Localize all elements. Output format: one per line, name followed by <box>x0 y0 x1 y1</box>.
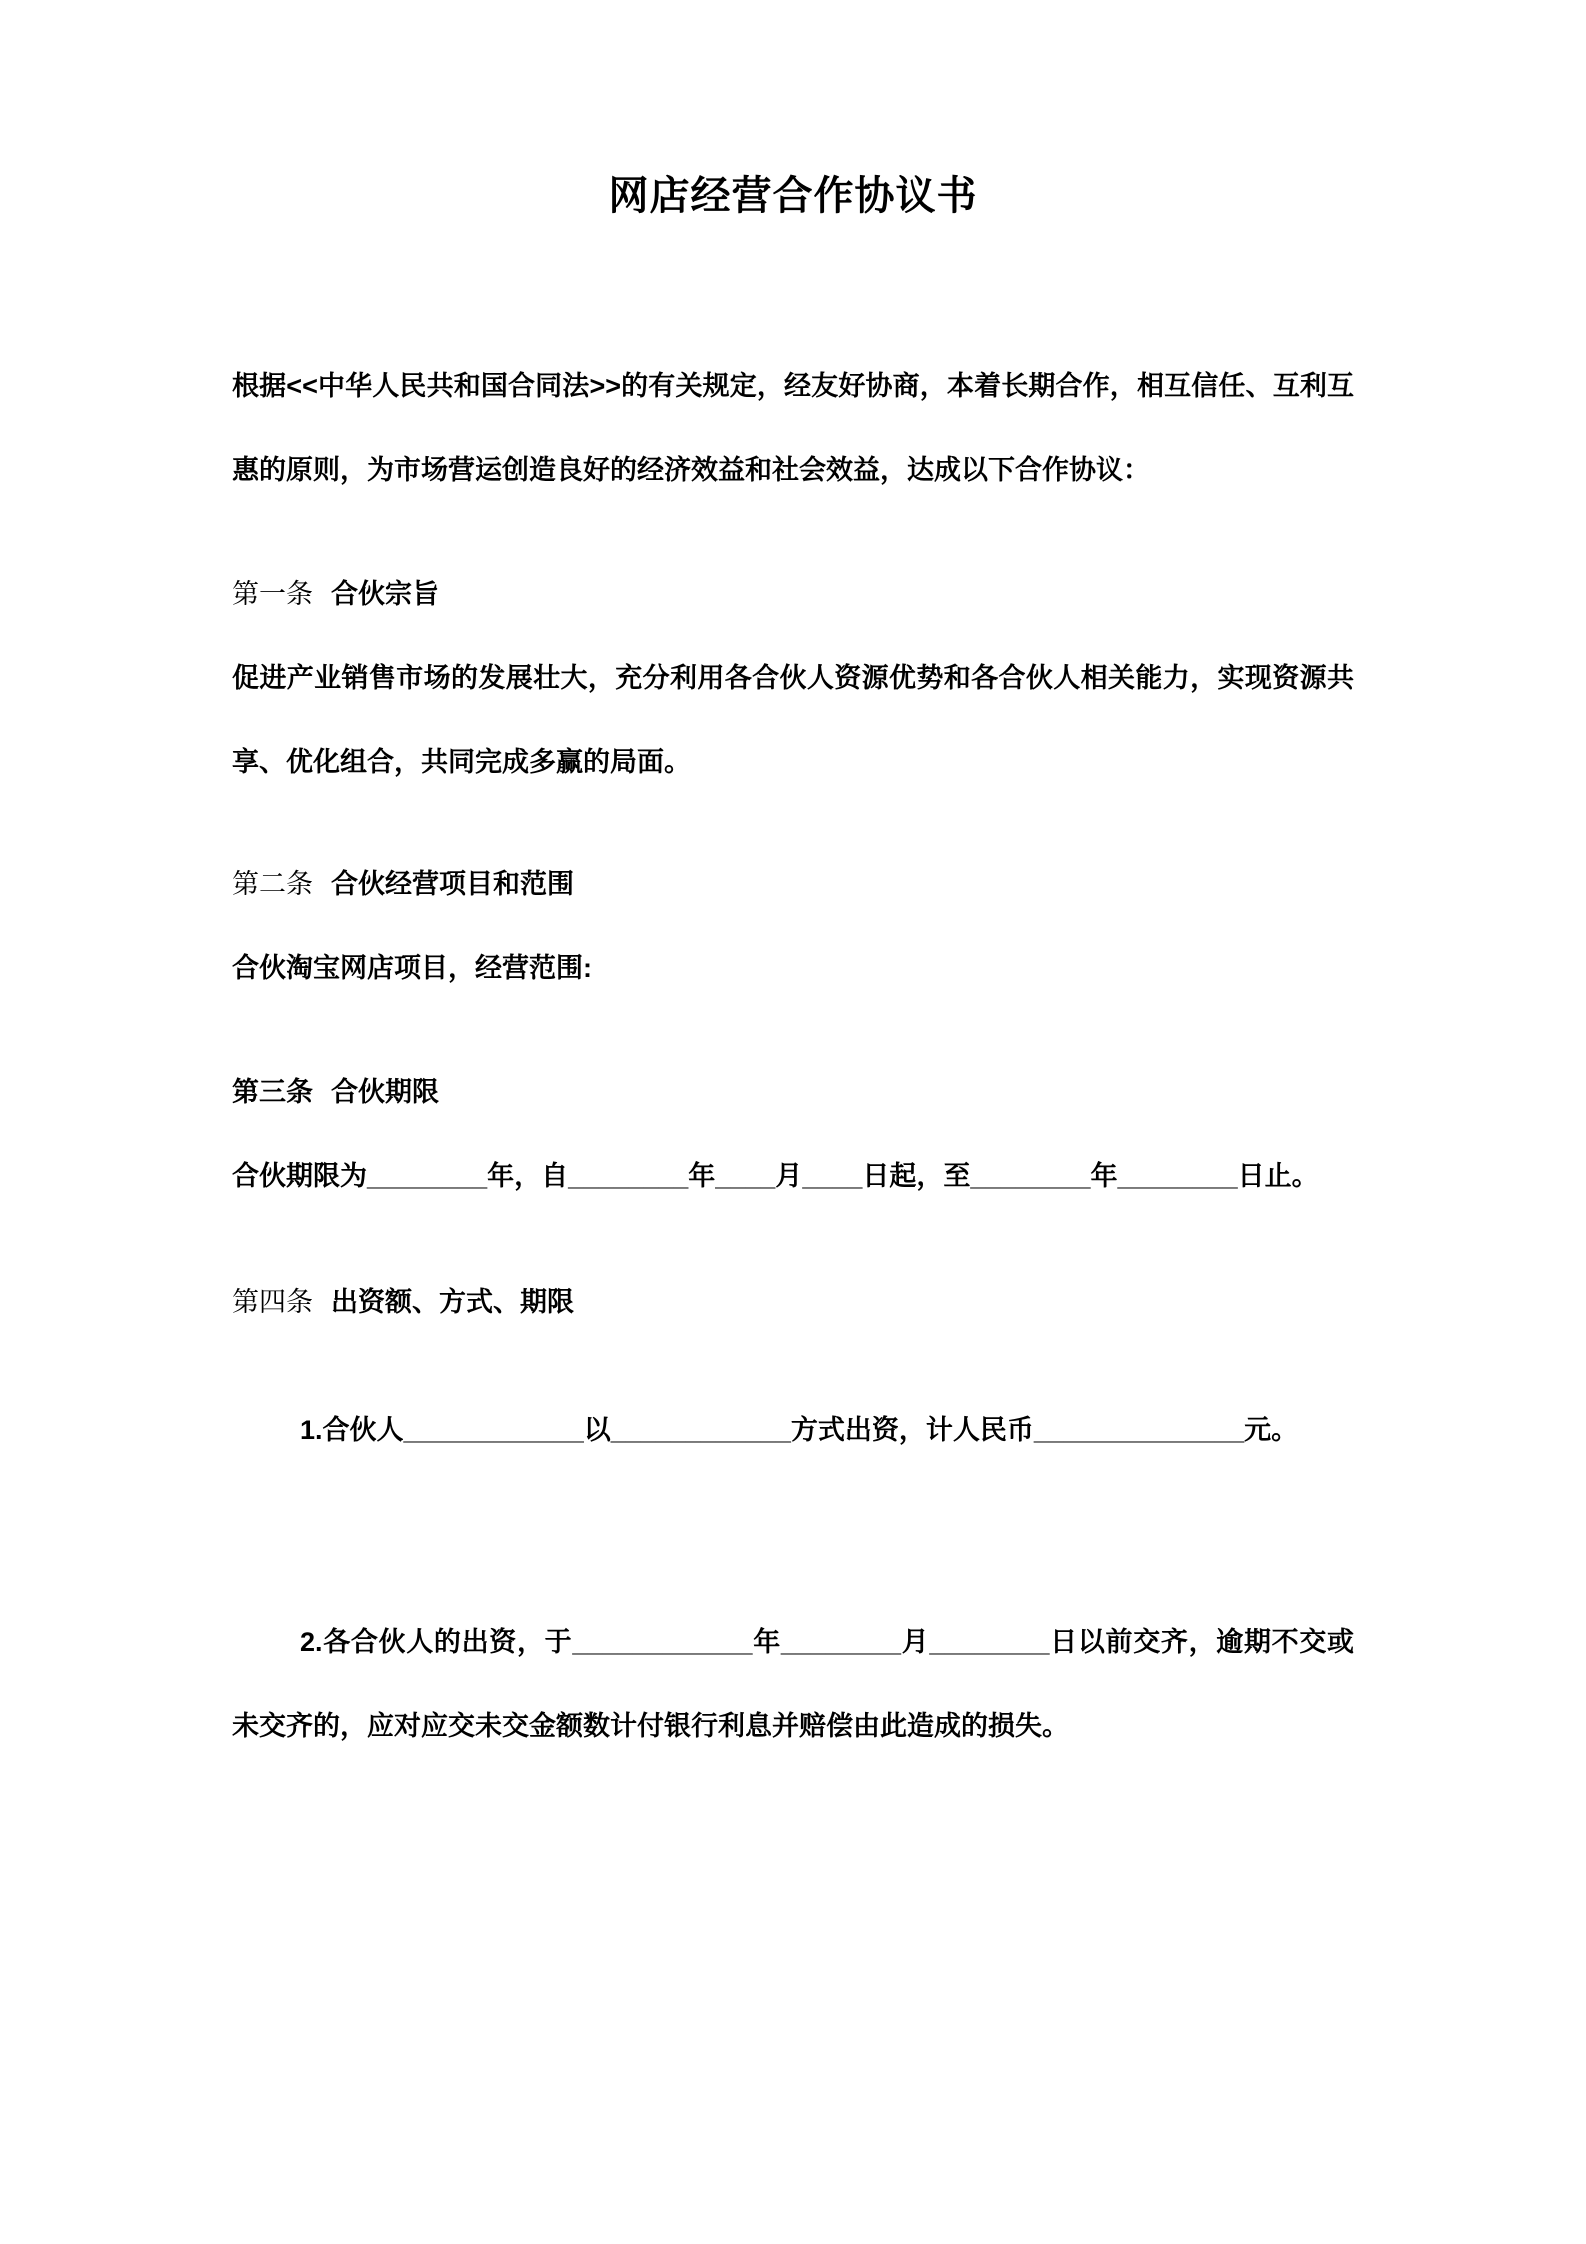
section-partnership-purpose <box>232 552 1354 804</box>
section-number: 第一条 <box>232 579 313 609</box>
section-partnership-term <box>232 1050 1354 1218</box>
intro-paragraph: 根据<<中华人民共和国合同法>>的有关规定，经友好协商，本着长期合作，相互信任、互利互惠的原则，为市场营运创造良好的经济效益和社会效益，达成以下合作协议： <box>232 371 1354 485</box>
section-business-scope <box>232 842 1354 1010</box>
section-number: 第三条 <box>232 1077 313 1107</box>
section-body: 促进产业销售市场的发展壮大，充分利用各合伙人资源优势和各合伙人相关能力，实现资源共享、优化组合，共同完成多赢的局面。 <box>232 663 1354 777</box>
clause-item-1: 1.合伙人____________以____________方式出资，计人民币______________元。 <box>300 1415 1299 1445</box>
section-number: 第四条 <box>232 1287 313 1317</box>
section-heading <box>232 1050 1354 1134</box>
section-body: 合伙淘宝网店项目，经营范围: <box>232 953 592 983</box>
section-heading <box>232 1260 1354 1344</box>
section-body: 合伙期限为________年，自________年____月____日起，至________年________日止。 <box>232 1161 1319 1191</box>
section-title: 合伙宗旨 <box>331 579 439 609</box>
section-capital-contribution <box>232 1260 1354 1768</box>
section-title: 出资额、方式、期限 <box>331 1287 574 1317</box>
section-title: 合伙经营项目和范围 <box>331 869 574 899</box>
section-title: 合伙期限 <box>331 1077 439 1107</box>
section-heading <box>232 552 1354 636</box>
section-number: 第二条 <box>232 869 313 899</box>
clause-item-2: 2.各合伙人的出资，于____________年________月________日以前交齐，逾期不交或未交齐的，应对应交未交金额数计付银行利息并赔偿由此造成的损失。 <box>232 1627 1354 1741</box>
document-title: 网店经营合作协议书 <box>608 174 978 218</box>
section-heading <box>232 842 1354 926</box>
